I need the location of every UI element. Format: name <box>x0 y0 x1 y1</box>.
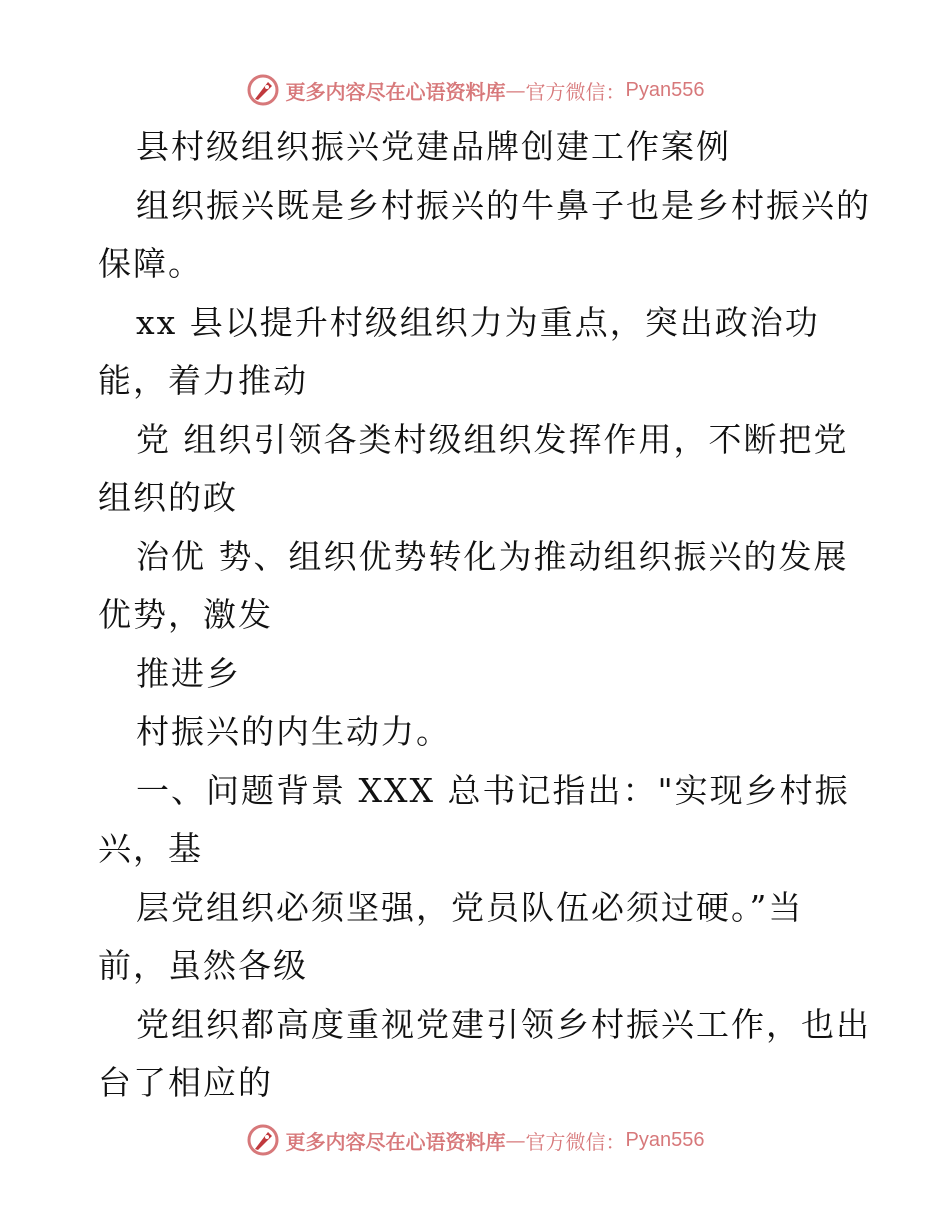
watermark-contact-label: 官方微信： <box>525 1129 626 1154</box>
watermark-contact-label: 官方微信： <box>525 79 626 104</box>
watermark-brand: 更多内容尽在心语资料库 <box>285 79 506 104</box>
watermark-brand: 更多内容尽在心语资料库 <box>285 1129 506 1154</box>
footer-watermark <box>0 1120 950 1160</box>
text-line: 村振兴的内生动力。 <box>136 712 451 751</box>
text-line: 党 组织引领各类村级组织发挥作用，不断把党 <box>136 419 849 459</box>
text-line: 台了相应的 <box>98 1063 273 1102</box>
text-line: 党组织都高度重视党建引领乡村振兴工作，也出 <box>136 1004 871 1044</box>
watermark-separator: — <box>505 78 526 102</box>
text-line: 组织的政 <box>98 478 238 517</box>
text-line: 能，着力推动 <box>98 361 308 400</box>
document-title: 县村级组织振兴党建品牌创建工作案例 <box>136 127 731 166</box>
text-line: xx 县以提升村级组织力为重点，突出政治功 <box>136 302 820 342</box>
text-line: 优势，激发 <box>98 595 273 634</box>
watermark-separator: — <box>505 1128 526 1152</box>
text-line: 组织振兴既是乡村振兴的牛鼻子也是乡村振兴的 <box>136 185 871 225</box>
document-body <box>98 118 871 1113</box>
fountain-pen-logo-icon <box>246 73 280 107</box>
text-line: 治优 势、组织优势转化为推动组织振兴的发展 <box>136 536 849 576</box>
text-line: 前，虽然各级 <box>98 946 308 985</box>
text-line: 兴，基 <box>98 829 203 868</box>
watermark-contact-id: Pyan556 <box>625 78 705 101</box>
text-line: 推进乡 <box>136 653 241 693</box>
text-line: 层党组织必须坚强，党员队伍必须过硬。”当 <box>136 887 804 927</box>
fountain-pen-logo-icon <box>246 1123 280 1157</box>
header-watermark <box>0 70 950 110</box>
section-heading: 一、问题背景 XXX 总书记指出："实现乡村振 <box>136 770 850 810</box>
text-line: 保障。 <box>98 244 203 283</box>
watermark-contact-id: Pyan556 <box>625 1128 705 1151</box>
